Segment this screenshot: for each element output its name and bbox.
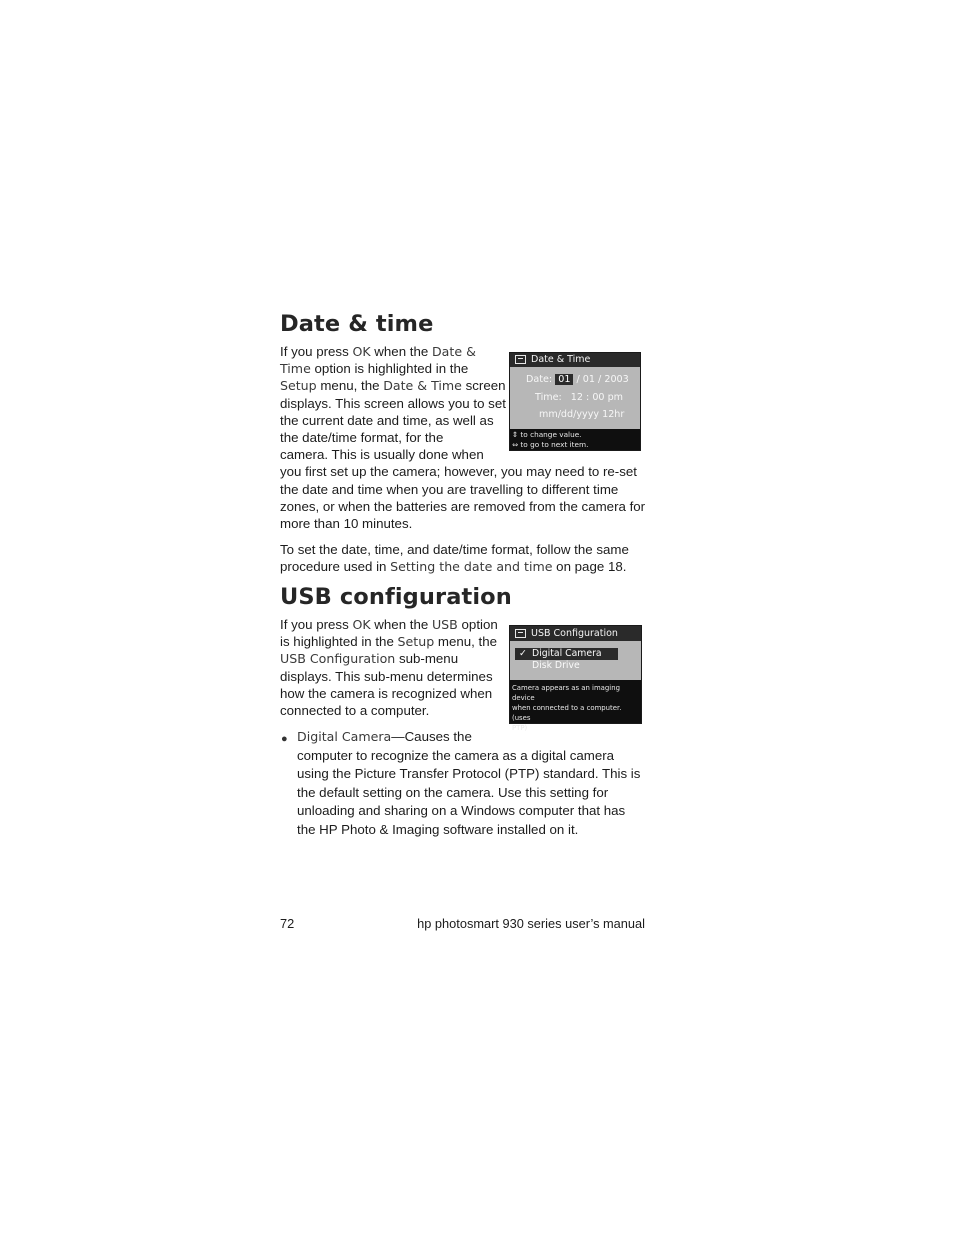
text-run: To set the date, time, and date/time format, follow the same: [280, 542, 629, 557]
usb-option-disk-drive: Disk Drive: [532, 660, 580, 671]
usb-paragraph: [280, 616, 498, 719]
text-run: the HP Photo & Imaging software installed on it.: [297, 821, 579, 837]
text-line: [280, 702, 498, 719]
text-line: [280, 541, 629, 558]
text-line: [297, 747, 640, 766]
text-run: option: [457, 617, 498, 632]
hint-change-value: ⇕ to change value.: [512, 430, 582, 439]
date-label: Date:: [526, 374, 553, 385]
usb-heading: USB configuration: [280, 584, 512, 610]
ui-term: Date & Time: [383, 378, 462, 394]
ui-term: Setup: [397, 634, 435, 650]
text-line: [280, 515, 645, 532]
ui-term: Setting the date and time: [390, 559, 553, 575]
text-run: is highlighted in the: [280, 634, 398, 650]
date-time-screen-title-bar: [510, 353, 640, 367]
text-line: [280, 498, 645, 515]
text-line: [280, 463, 645, 480]
text-run: on page 18.: [552, 559, 627, 575]
clock-icon: [515, 355, 526, 364]
ui-term: Digital Camera: [297, 729, 392, 744]
ui-term: USB Configuration: [280, 651, 396, 667]
text-line: [297, 821, 640, 840]
text-run: using the Picture Transfer Protocol (PTP) standard. This is: [297, 766, 641, 782]
digital-camera-bullet-text: [297, 728, 640, 840]
text-run: zones, or when the batteries are removed from the camera for: [280, 498, 646, 514]
text-line: [280, 685, 498, 702]
date-month-field: 01: [555, 374, 573, 385]
text-run: the default setting on the camera. Use this setting for: [297, 784, 609, 800]
text-run: how the camera is recognized when: [280, 685, 493, 701]
usb-screen-description: [510, 680, 641, 732]
usb-screen-title: USB Configuration: [531, 628, 618, 639]
text-line: [297, 784, 640, 803]
date-time-heading: Date & time: [280, 311, 434, 337]
ui-term: USB: [431, 617, 458, 632]
usb-desc-line-2: when connected to a computer. (uses: [512, 704, 622, 722]
date-row: [526, 374, 629, 385]
text-run: you first set up the camera; however, you may need to re-set: [280, 464, 637, 480]
usb-screen: [509, 625, 642, 732]
time-row: [535, 392, 623, 403]
text-run: the date/time format, for the: [280, 430, 444, 446]
text-run: displays. This sub-menu determines: [280, 668, 493, 684]
text-run: computer to recognize the camera as a digital camera: [297, 747, 615, 763]
text-line: [297, 802, 640, 821]
ui-term: OK: [352, 617, 371, 632]
text-line: [280, 558, 629, 575]
ui-term: Time: [280, 361, 311, 377]
ui-term: OK: [352, 344, 371, 359]
date-time-procedure-paragraph: [280, 541, 629, 575]
text-line: [280, 616, 498, 633]
time-label: Time:: [535, 392, 562, 403]
text-run: unloading and sharing on a Windows computer that has: [297, 803, 626, 819]
text-run: connected to a computer.: [280, 703, 430, 719]
usb-screen-title-bar: [510, 626, 641, 641]
text-run: If you press: [280, 617, 353, 632]
date-time-screen-title: Date & Time: [531, 354, 591, 365]
text-run: the current date and time, as well as: [280, 412, 494, 428]
text-run: camera. This is usually done when: [280, 447, 484, 463]
usb-option-digital-camera: [515, 648, 618, 660]
text-line: [280, 650, 498, 667]
text-run: menu, the: [434, 634, 498, 650]
text-run: If you press: [280, 344, 353, 359]
date-time-screen: [509, 352, 641, 451]
text-line: [280, 481, 645, 498]
date-day-year: / 01 / 2003: [576, 374, 629, 385]
usb-option-digital-camera-label: Digital Camera: [532, 648, 602, 659]
date-format: mm/dd/yyyy 12hr: [539, 409, 625, 420]
text-line: [297, 728, 640, 747]
text-run: procedure used in: [280, 559, 391, 575]
usb-desc-line-3: PTP): [512, 724, 528, 732]
text-line: [280, 668, 498, 685]
text-run: when the: [370, 344, 432, 359]
text-run: menu, the: [316, 378, 384, 394]
usb-desc-line-1: Camera appears as an imaging device: [512, 684, 620, 702]
manual-title: hp photosmart 930 series user’s manual: [417, 916, 645, 931]
date-time-screen-hints: [510, 429, 640, 450]
time-value: 12 : 00 pm: [570, 392, 624, 403]
text-line: [297, 765, 640, 784]
text-run: sub-menu: [395, 651, 459, 667]
check-icon: ✓: [519, 648, 527, 659]
page-number: 72: [280, 916, 295, 931]
computer-icon: [515, 629, 526, 638]
ui-term: Date &: [431, 344, 476, 359]
text-run: screen: [461, 378, 506, 394]
ui-term: Setup: [280, 378, 317, 394]
text-run: more than 10 minutes.: [280, 516, 413, 532]
bullet-icon: ●: [281, 733, 288, 745]
text-run: the date and time when you are travelling to different time: [280, 481, 619, 497]
hint-next-item: ⇔ to go to next item.: [512, 439, 589, 449]
text-run: displays. This screen allows you to set: [280, 395, 506, 411]
text-run: when the: [370, 617, 432, 632]
text-run: —Causes the: [391, 729, 472, 744]
text-line: [280, 633, 498, 650]
text-run: option is highlighted in the: [310, 361, 469, 377]
